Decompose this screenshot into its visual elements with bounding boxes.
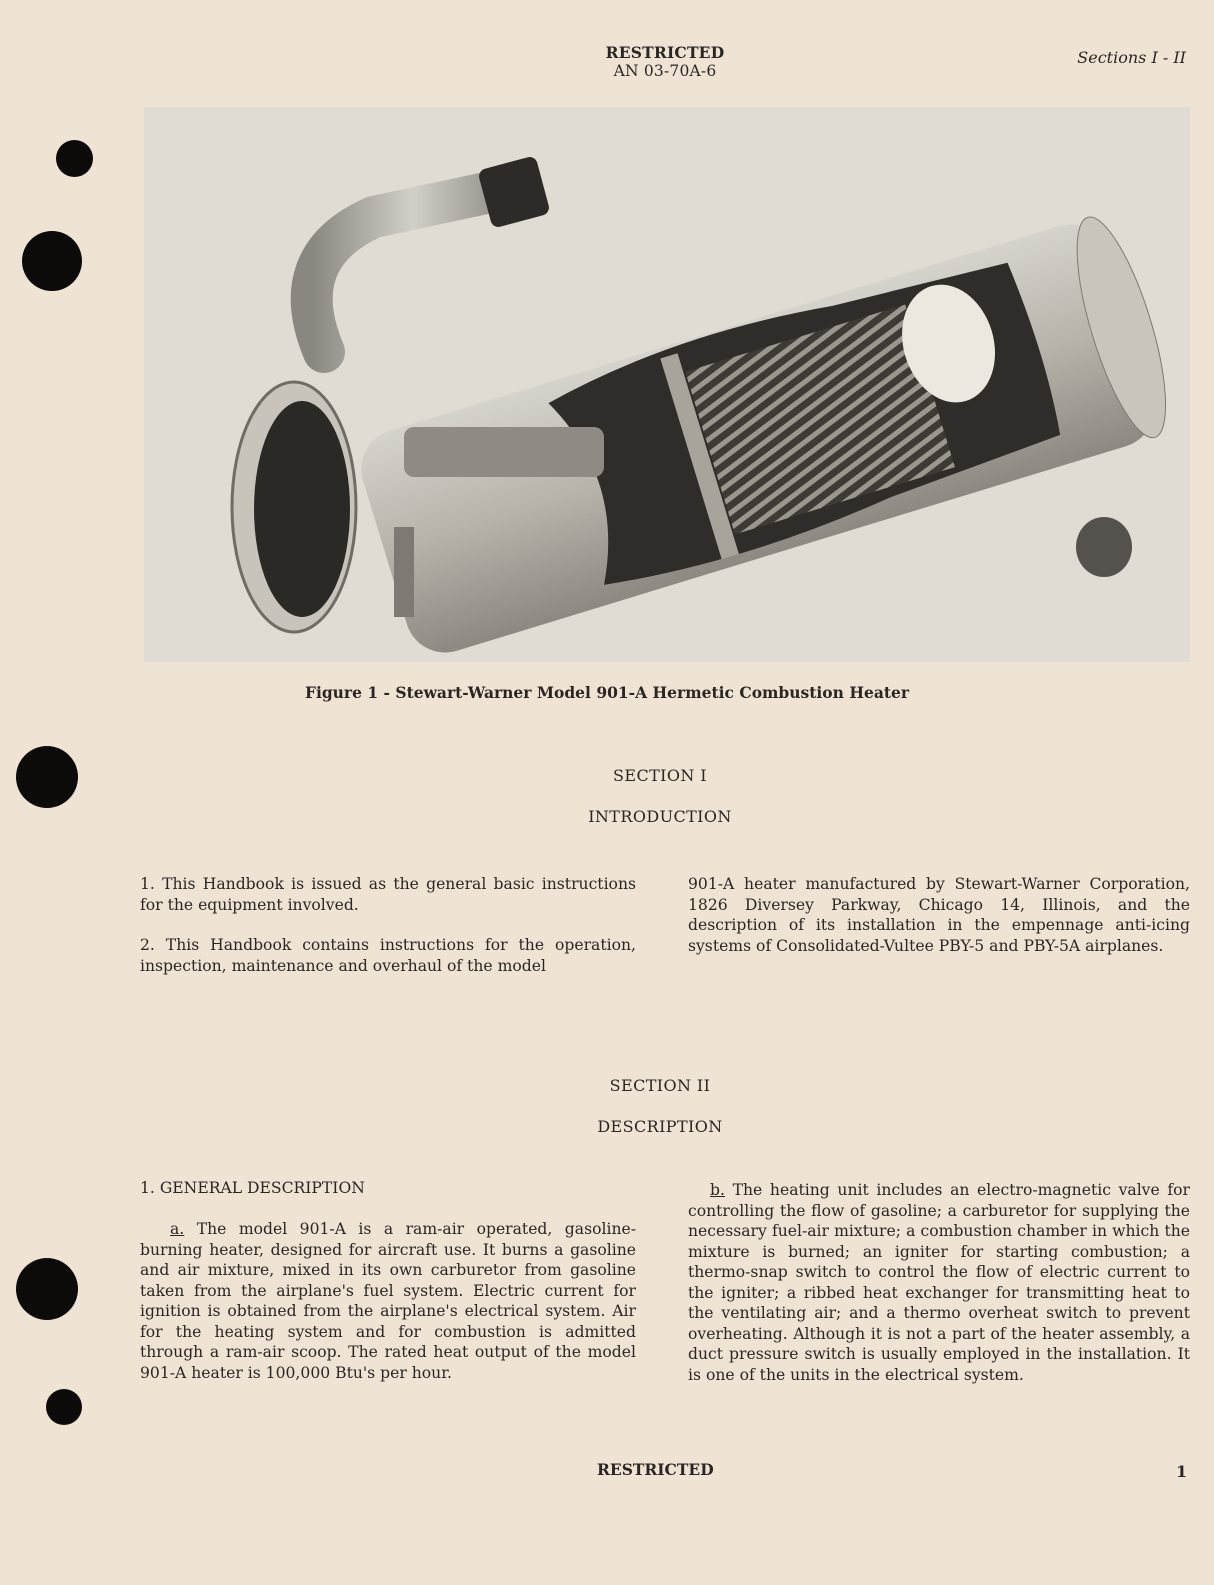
document-number: AN 03-70A-6 bbox=[613, 62, 717, 80]
footer-classification: RESTRICTED bbox=[597, 1460, 714, 1479]
punch-hole bbox=[56, 140, 93, 177]
intro-paragraph-2: 2. This Handbook contains instructions for the operation, inspection, maintenance and overhaul of the model bbox=[140, 936, 636, 975]
figure-photo bbox=[144, 107, 1190, 662]
paragraph-b-label: b. bbox=[710, 1181, 725, 1199]
figure-caption: Figure 1 - Stewart-Warner Model 901-A Hermetic Combustion Heater bbox=[304, 683, 910, 702]
paragraph-b bbox=[688, 1180, 1190, 1385]
paragraph-b-text: The heating unit includes an electro-magnetic valve for controlling the flow of gasoline; a carburetor for supplying the necessary fuel-air mixture; a combustion chamber in which the mixture is burned; an igniter for starting combustion; a thermo-snap switch to control the flow of electric current to the igniter; a ribbed heat exchanger for transmitting heat to the ventilating air; and a thermo overheat switch to prevent overheating. Although it is not a part of the heater assembly, a duct pressure switch is usually employed in the installation. It is one of the units in the electrical system. bbox=[688, 1181, 1190, 1384]
header-sections: Sections I - II bbox=[1077, 48, 1186, 67]
paragraph-a bbox=[140, 1219, 636, 1383]
section-2-subtitle: DESCRIPTION bbox=[597, 1117, 723, 1136]
intro-paragraph-1: 1. This Handbook is issued as the general basic instructions for the equipment involved. bbox=[140, 875, 636, 914]
page-header bbox=[560, 44, 770, 80]
section-2-title: SECTION II bbox=[609, 1076, 711, 1095]
section-1-title: SECTION I bbox=[613, 766, 707, 785]
paragraph-a-text: The model 901-A is a ram-air operated, gasoline-burning heater, designed for aircraft use. It burns a gasoline and air mixture, mixed in its own carburetor from gasoline taken from the airplane's fuel system. Electric current for ignition is obtained from the airplane's electrical system. Air for the heating system and for combustion is admitted through a ram-air scoop. The rated heat output of the model 901-A heater is 100,000 Btu's per hour. bbox=[140, 1220, 636, 1382]
punch-hole bbox=[22, 231, 82, 291]
heater-illustration bbox=[144, 107, 1190, 662]
punch-hole bbox=[16, 1258, 78, 1320]
page-number: 1 bbox=[1176, 1462, 1188, 1481]
punch-hole bbox=[46, 1389, 82, 1425]
section-1-subtitle: INTRODUCTION bbox=[588, 807, 732, 826]
intro-paragraph-2-continued: 901-A heater manufactured by Stewart-Warner Corporation, 1826 Diversey Parkway, Chicago 14, Illinois, and the description of its installation in the empennage anti-icing systems of Consolidated-Vultee PBY-5 and PBY-5A airplanes. bbox=[688, 875, 1190, 955]
header-classification: RESTRICTED bbox=[605, 43, 725, 62]
paragraph-a-label: a. bbox=[170, 1220, 185, 1238]
general-description-heading: 1. GENERAL DESCRIPTION bbox=[140, 1179, 365, 1197]
